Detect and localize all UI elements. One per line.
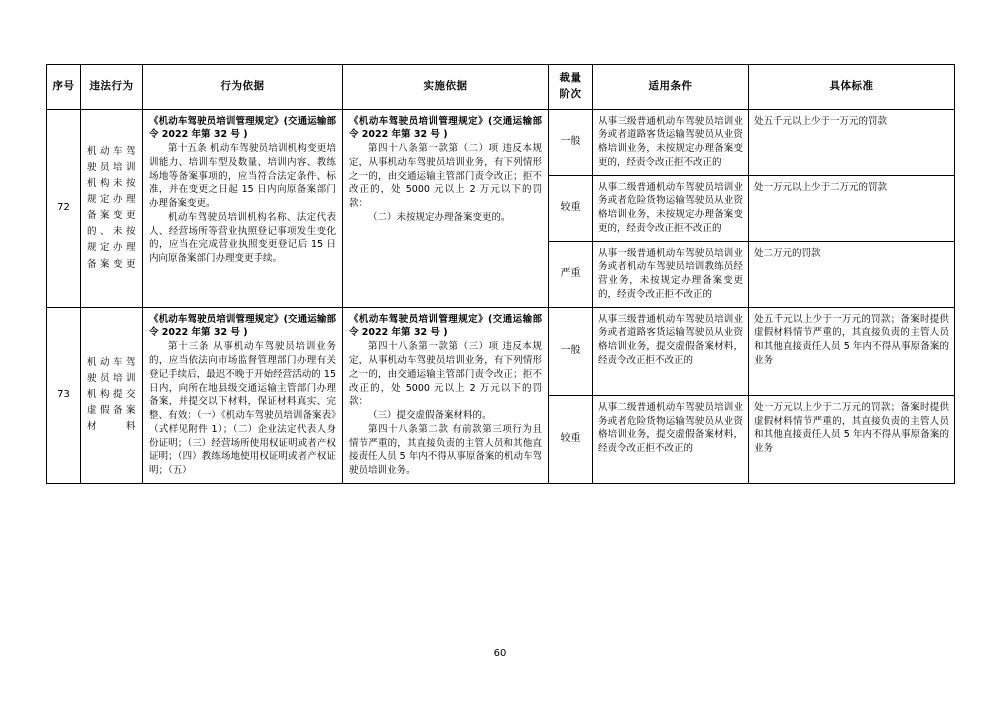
header-act-basis: 行为依据 [143,65,343,110]
header-seq: 序号 [47,65,81,110]
act-basis-title: 《机动车驾驶员培训管理规定》(交通运输部令 2022 年第 32 号 ) [149,313,336,339]
row-implementation-basis [343,109,549,307]
applicable-condition: 从事三级普通机动车驾驶员培训业务或者道路客货运输驾驶员从业资格培训业务，未按规定办理备案变更的，经责令改正拒不改正的 [593,109,749,175]
discretion-level: 较重 [549,395,593,483]
discretion-level: 较重 [549,175,593,241]
header-discretion-level [549,65,593,110]
specific-standard: 处二万元的罚款 [749,241,955,307]
table-header-row [47,65,955,110]
header-discretion-level-line1: 裁量 [559,72,582,84]
discretion-level: 一般 [549,307,593,395]
impl-basis-para: （三）提交虚假备案材料的。 [368,410,492,422]
applicable-condition: 从事一级普通机动车驾驶员培训业务或者机动车驾驶员培训教练员经营业务，未按规定办理备案变更的，经责令改正拒不改正的 [593,241,749,307]
row-seq: 73 [47,307,81,483]
header-implementation-basis: 实施依据 [343,65,549,110]
row-act-basis [143,307,343,483]
impl-basis-title: 《机动车驾驶员培训管理规定》(交通运输部令 2022 年第 32 号 ) [349,313,542,339]
row-implementation-basis [343,307,549,483]
header-specific-standard: 具体标准 [749,65,955,110]
header-applicable-conditions: 适用条件 [593,65,749,110]
discretion-level: 严重 [549,241,593,307]
table-row [47,109,955,175]
specific-standard: 处五千元以上少于一万元的罚款；备案时提供虚假材料情节严重的，其直接负责的主管人员和其他直接责任人员 5 年内不得从事原备案的业务 [749,307,955,395]
row-act-basis [143,109,343,307]
row-illegal-act: 机动车驾驶员培训机构未按规定办理备案变更的、未按规定办理备案变更 [81,109,143,307]
act-basis-para: 第十三条 从事机动车驾驶员培训业务的，应当依法向市场监督管理部门办理有关登记手续后，最迟不晚于开始经营活动的 15 日内，向所在地县级交通运输主管部门办理备案，并提交以下材料，保证材料真实、完整、有效：（一）《机动车驾驶员培训备案表》（式样见附件 1）；（二）企业法定代表人身份证明；（三）经营场所使用权证明或者产权证明；（四）教练场地使用权证明或者产权证明；（五） [149,341,336,477]
impl-basis-para: 第四十八条第一款第（二）项 违反本规定，从事机动车驾驶员培训业务，有下列情形之一的，由交通运输主管部门责令改正；拒不改正的，处 5000 元以上 2 万元以下的罚款： [349,143,542,210]
impl-basis-para: 第四十八条第一款第（三）项 违反本规定，从事机动车驾驶员培训业务，有下列情形之一的，由交通运输主管部门责令改正；拒不改正的，处 5000 元以上 2 万元以下的罚款： [349,341,542,408]
impl-basis-title: 《机动车驾驶员培训管理规定》(交通运输部令 2022 年第 32 号 ) [349,115,542,141]
page-number: 60 [493,648,507,659]
applicable-condition: 从事三级普通机动车驾驶员培训业务或者道路客货运输驾驶员从业资格培训业务，提交虚假备案材料，经责令改正拒不改正的 [593,307,749,395]
row-illegal-act: 机动车驾驶员培训机构提交虚假备案材料 [81,307,143,483]
act-basis-title: 《机动车驾驶员培训管理规定》(交通运输部令 2022 年第 32 号 ) [149,115,336,141]
specific-standard: 处一万元以上少于二万元的罚款；备案时提供虚假材料情节严重的，其直接负责的主管人员和其他直接责任人员 5 年内不得从事原备案的业务 [749,395,955,483]
act-basis-para: 机动车驾驶员培训机构名称、法定代表人、经营场所等营业执照登记事项发生变化的，应当在完成营业执照变更登记后 15 日内向原备案部门办理变更手续。 [149,211,336,265]
discretion-standards-table [46,64,955,484]
table-row [47,307,955,395]
applicable-condition: 从事二级普通机动车驾驶员培训业务或者危险货物运输驾驶员从业资格培训业务，未按规定办理备案变更的，经责令改正拒不改正的 [593,175,749,241]
applicable-condition: 从事二级普通机动车驾驶员培训业务或者危险货物运输驾驶员从业资格培训业务，提交虚假备案材料，经责令改正拒不改正的 [593,395,749,483]
header-discretion-level-line2: 阶次 [559,87,582,100]
header-illegal-act: 违法行为 [81,65,143,110]
specific-standard: 处一万元以上少于二万元的罚款 [749,175,955,241]
specific-standard: 处五千元以上少于一万元的罚款 [749,109,955,175]
discretion-level: 一般 [549,109,593,175]
row-seq: 72 [47,109,81,307]
impl-basis-para: 第四十八条第二款 有前款第三项行为且情节严重的，其直接负责的主管人员和其他直接责任人员 5 年内不得从事原备案的机动车驾驶员培训业务。 [349,423,542,477]
act-basis-para: 第十五条 机动车驾驶员培训机构变更培训能力、培训车型及数量、培训内容、教练场地等备案事项的，应当符合法定条件、标准，并在变更之日起 15 日内向原备案部门办理备案变更。 [149,143,336,210]
impl-basis-para: （二）未按规定办理备案变更的。 [368,211,511,223]
